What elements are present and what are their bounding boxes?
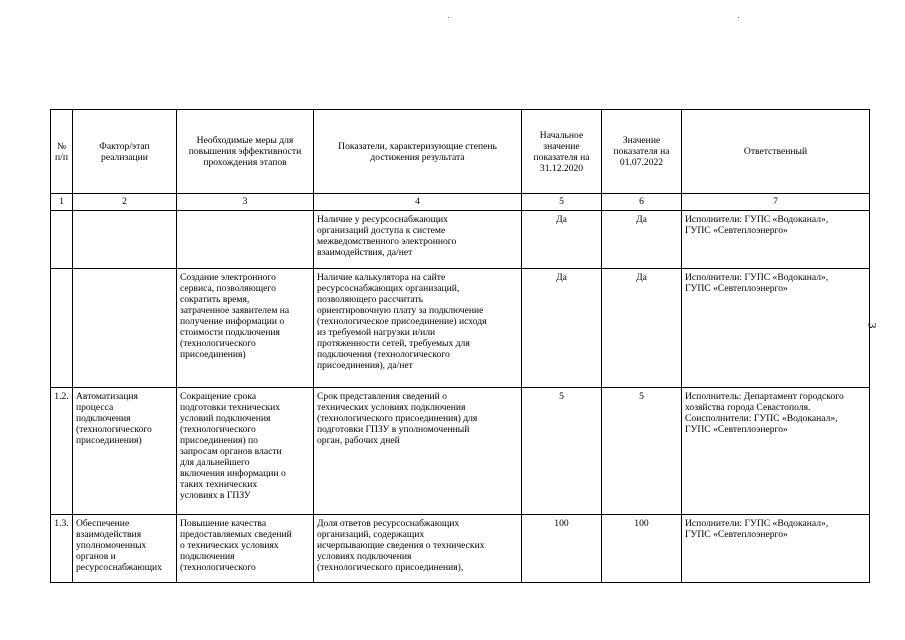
table-row [51, 211, 870, 269]
row-number: 1.3. [51, 515, 73, 583]
initial-value-cell: Да [522, 211, 602, 269]
page-number: 3 [865, 322, 880, 329]
initial-value-cell: 5 [522, 388, 602, 515]
header-indicator: Показатели, характеризующие степень достижения результата [314, 110, 522, 194]
factor-cell: Обеспечение взаимодействия уполномоченных органов и ресурсоснабжающих [73, 515, 177, 583]
measures-cell [177, 211, 314, 269]
responsible-cell: Исполнители: ГУПС «Водоканал», ГУПС «Севтеплоэнерго» [682, 515, 870, 583]
responsible-cell: Исполнители: ГУПС «Водоканал», ГУПС «Севтеплоэнерго» [682, 269, 870, 388]
row-number [51, 269, 73, 388]
scan-speck [448, 17, 449, 18]
value-2022-cell: 100 [602, 515, 682, 583]
measures-cell: Повышение качества предоставляемых сведений о технических условиях подключения (технологического [177, 515, 314, 583]
table-row [51, 269, 870, 388]
header-row [51, 110, 870, 194]
scan-speck [738, 17, 739, 18]
table-row [51, 515, 870, 583]
responsible-cell: Исполнитель: Департамент городского хозяйства города Севастополя. Соисполнители: ГУПС «Водоканал», ГУПС «Севтеплоэнерго» [682, 388, 870, 515]
header-factor: Фактор/этап реализации [73, 110, 177, 194]
measures-cell: Создание электронного сервиса, позволяющего сократить время, затраченное заявителем на получение информации о стоимости подключения (технологического присоединения) [177, 269, 314, 388]
measures-cell: Сокращение срока подготовки технических условий подключения (технологического присоединения) по запросам органов власти для дальнейшего включения информации о таких технических условиях в ГПЗУ [177, 388, 314, 515]
column-number: 4 [314, 194, 522, 211]
column-number: 5 [522, 194, 602, 211]
column-number: 3 [177, 194, 314, 211]
column-number: 6 [602, 194, 682, 211]
measures-table [50, 109, 870, 583]
header-responsible: Ответственный [682, 110, 870, 194]
indicator-cell: Наличие калькулятора на сайте ресурсоснабжающих организаций, позволяющего рассчитать ориентировочную плату за подключение (технологическое присоединение) исходя из требуемой нагрузки и/или протяженности сетей, требуемых для подключения (технологического присоединения), да/нет [314, 269, 522, 388]
factor-cell [73, 211, 177, 269]
value-2022-cell: 5 [602, 388, 682, 515]
indicator-cell: Срок представления сведений о технических условиях подключения (технологического присоединения) для подготовки ГПЗУ в уполномоченный орган, рабочих дней [314, 388, 522, 515]
responsible-cell: Исполнители: ГУПС «Водоканал», ГУПС «Севтеплоэнерго» [682, 211, 870, 269]
column-number: 7 [682, 194, 870, 211]
column-number: 2 [73, 194, 177, 211]
table-row [51, 388, 870, 515]
factor-cell: Автоматизация процесса подключения (технологического присоединения) [73, 388, 177, 515]
header-initial-value: Начальное значение показателя на 31.12.2020 [522, 110, 602, 194]
initial-value-cell: 100 [522, 515, 602, 583]
row-number: 1.2. [51, 388, 73, 515]
row-number [51, 211, 73, 269]
value-2022-cell: Да [602, 269, 682, 388]
value-2022-cell: Да [602, 211, 682, 269]
column-number-row [51, 194, 870, 211]
indicator-cell: Доля ответов ресурсоснабжающих организаций, содержащих исчерпывающие сведения о технических условиях подключения (технологического присоединения), [314, 515, 522, 583]
header-value-2022: Значение показателя на 01.07.2022 [602, 110, 682, 194]
header-num: № п/п [51, 110, 73, 194]
header-measures: Необходимые меры для повышения эффективности прохождения этапов [177, 110, 314, 194]
indicator-cell: Наличие у ресурсоснабжающих организаций доступа к системе межведомственного электронного взаимодействия, да/нет [314, 211, 522, 269]
column-number: 1 [51, 194, 73, 211]
initial-value-cell: Да [522, 269, 602, 388]
factor-cell [73, 269, 177, 388]
